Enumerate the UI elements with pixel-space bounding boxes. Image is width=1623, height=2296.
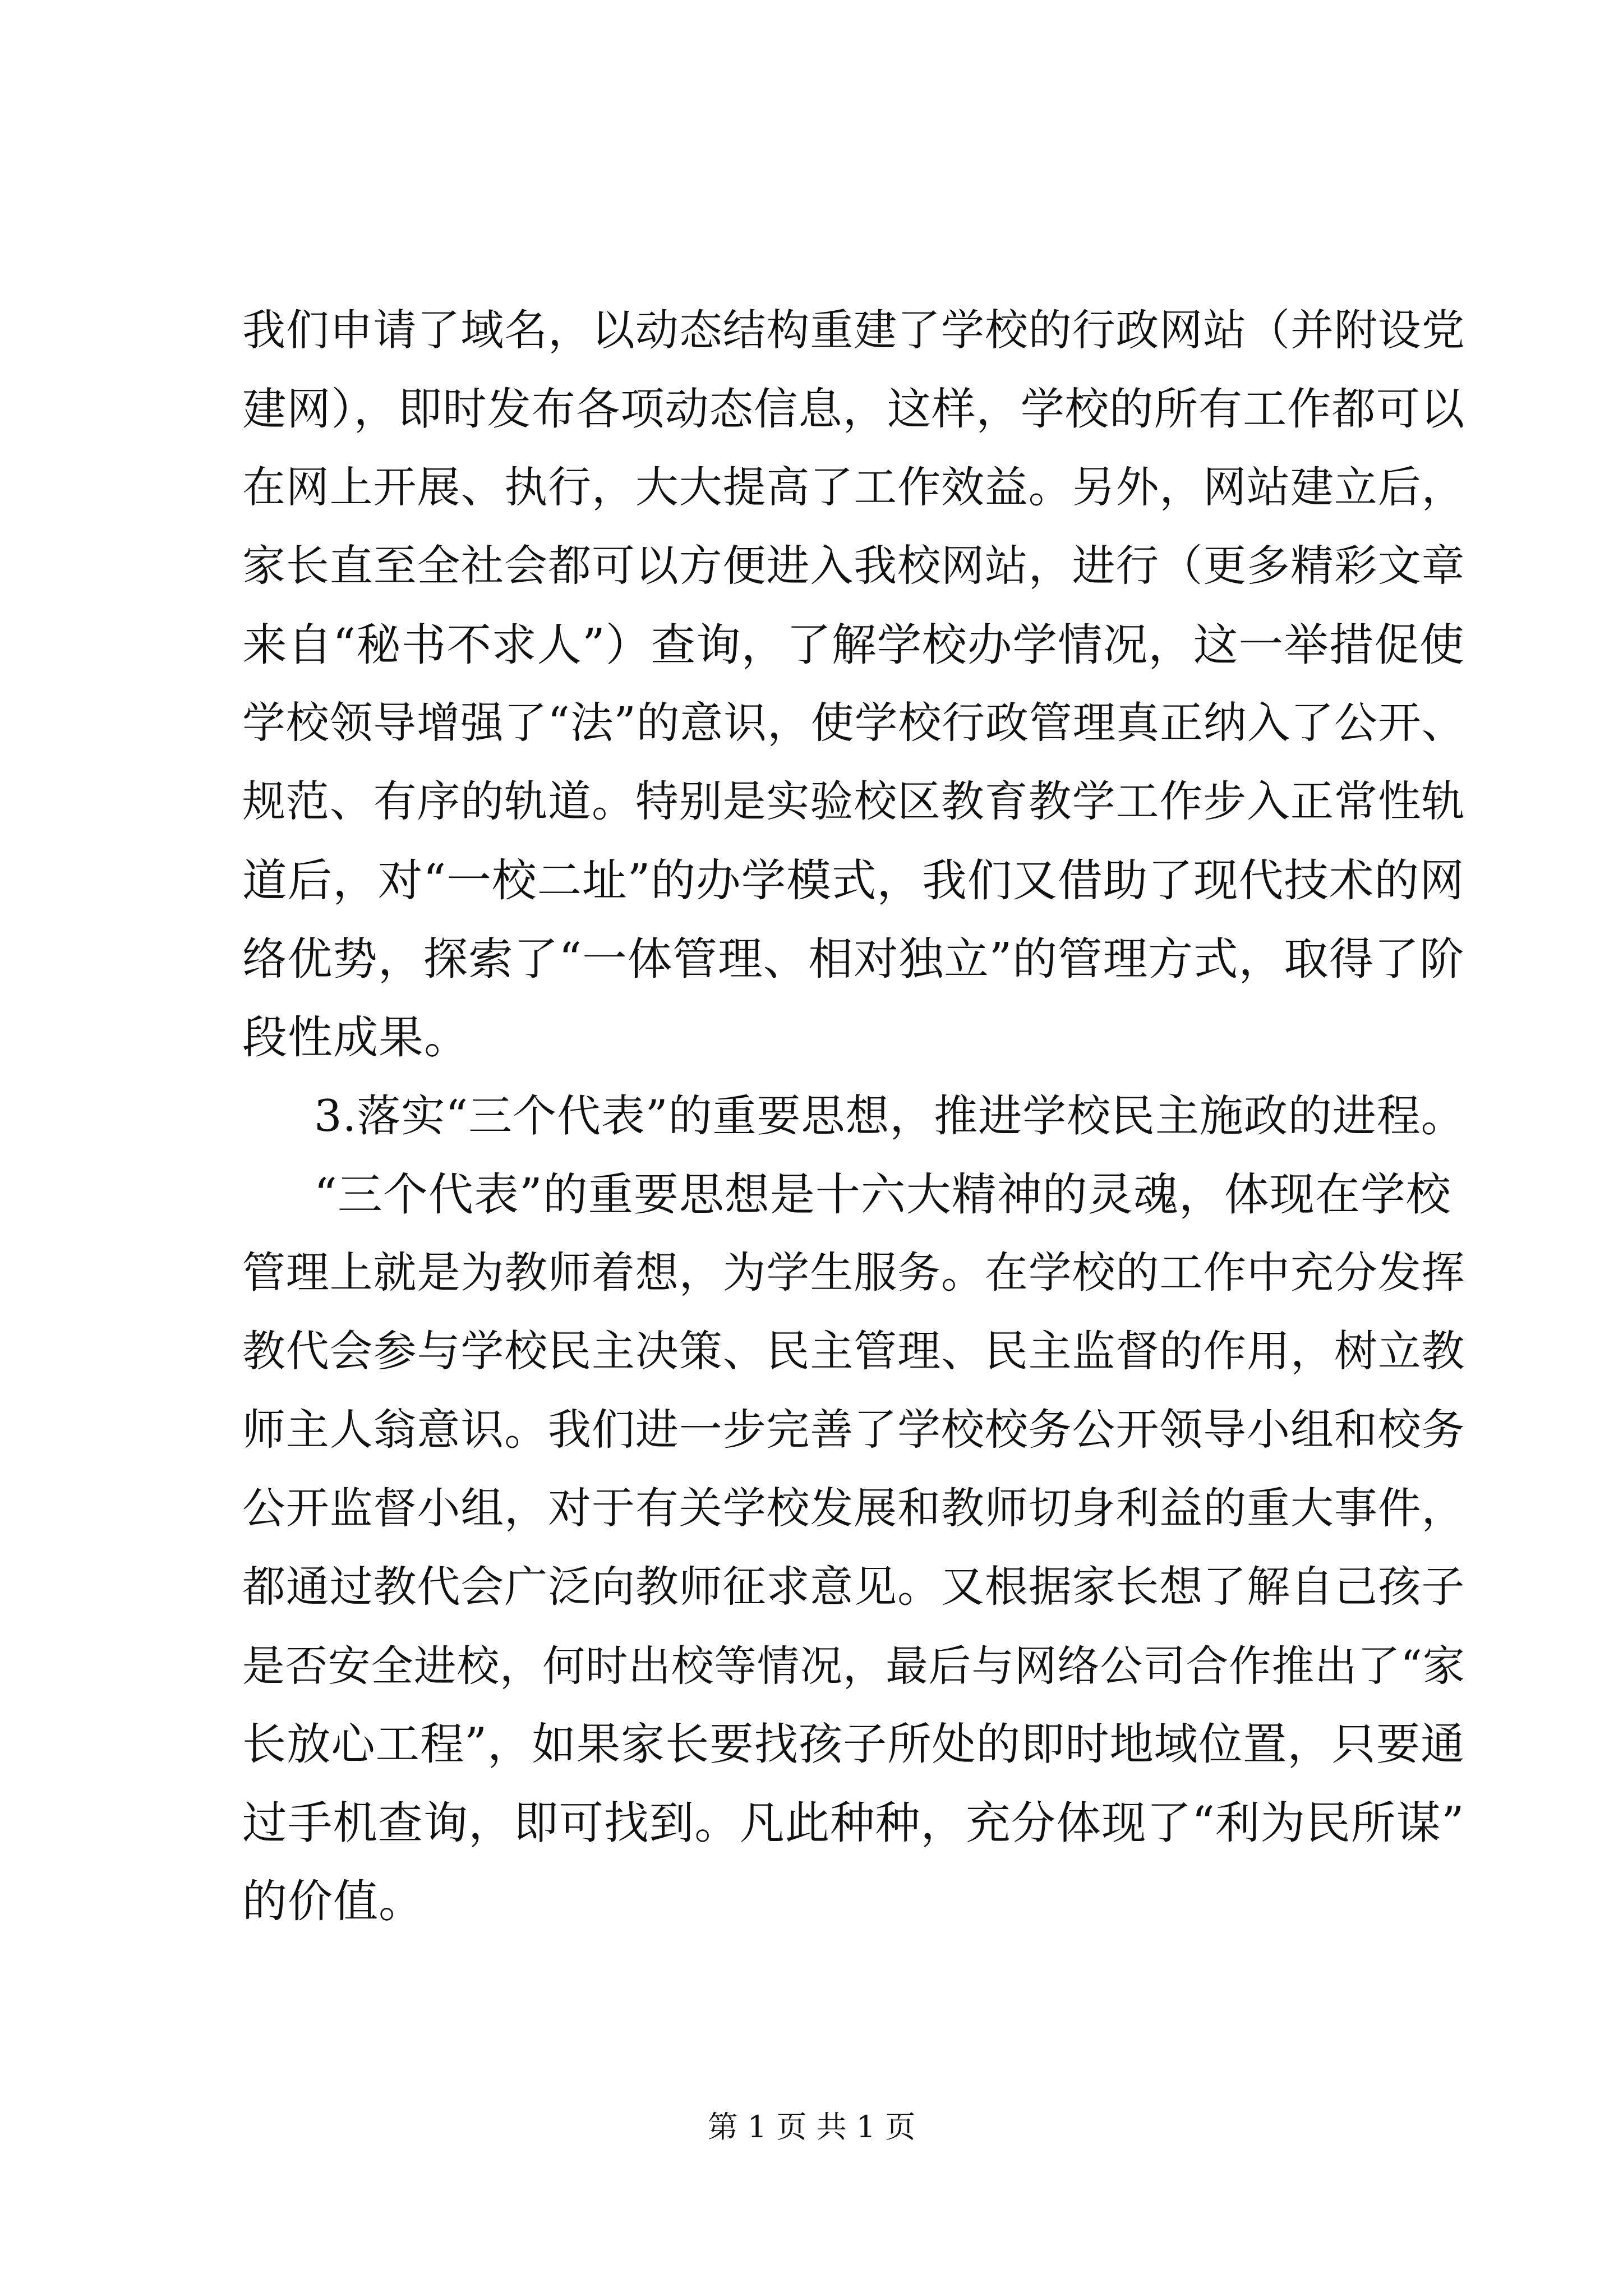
paragraph-line: 道后，对“一校二址”的办学模式，我们又借助了现代技术的网 bbox=[242, 854, 1465, 907]
paragraph-line: 我们申请了域名，以动态结构重建了学校的行政网站（并附设党 bbox=[242, 306, 1465, 356]
paragraph-line: 公开监督小组，对于有关学校发展和教师切身利益的重大事件， bbox=[242, 1484, 1465, 1534]
paragraph-line: 来自“秘书不求人”）查询，了解学校办学情况，这一举措促使 bbox=[242, 619, 1465, 671]
paragraph-line: 学校领导增强了“法”的意识，使学校行政管理真正纳入了公开、 bbox=[242, 698, 1465, 748]
paragraph-line: 师主人翁意识。我们进一步完善了学校校务公开领导小组和校务 bbox=[242, 1405, 1465, 1455]
paragraph-line: 都通过教代会广泛向教师征求意见。又根据家长想了解自己孩子 bbox=[242, 1562, 1465, 1612]
paragraph-line: 在网上开展、执行，大大提高了工作效益。另外，网站建立后， bbox=[242, 463, 1465, 513]
paragraph-line: 络优势，探索了“一体管理、相对独立”的管理方式，取得了阶 bbox=[242, 933, 1465, 985]
paragraph-line: 家长直至全社会都可以方便进入我校网站，进行（更多精彩文章 bbox=[242, 541, 1465, 591]
paragraph-line: 是否安全进校，何时出校等情况，最后与网络公司合作推出了“家 bbox=[242, 1641, 1466, 1691]
paragraph-line: 管理上就是为教师着想，为学生服务。在学校的工作中充分发挥 bbox=[242, 1248, 1465, 1298]
paragraph-line: 长放心工程”，如果家长要找孩子所处的即时地域位置，只要通 bbox=[242, 1719, 1465, 1770]
page-number-footer: 第 1 页 共 1 页 bbox=[707, 2109, 916, 2145]
paragraph-line: 规范、有序的轨道。特别是实验校区教育教学工作步入正常性轨 bbox=[242, 777, 1465, 827]
paragraph-line: 段性成果。 bbox=[242, 1011, 469, 1064]
paragraph-line: 过手机查询，即可找到。凡此种种，充分体现了“利为民所谋” bbox=[242, 1797, 1465, 1849]
paragraph-line: 的价值。 bbox=[242, 1875, 424, 1927]
paragraph-line: 建网），即时发布各项动态信息，这样，学校的所有工作都可以 bbox=[242, 384, 1465, 435]
paragraph-line: “三个代表”的重要思想是十六大精神的灵魂，体现在学校 bbox=[314, 1168, 1451, 1221]
section-heading: 3.落实“三个代表”的重要思想，推进学校民主施政的进程。 bbox=[314, 1091, 1465, 1142]
paragraph-line: 教代会参与学校民主决策、民主管理、民主监督的作用，树立教 bbox=[242, 1327, 1465, 1377]
